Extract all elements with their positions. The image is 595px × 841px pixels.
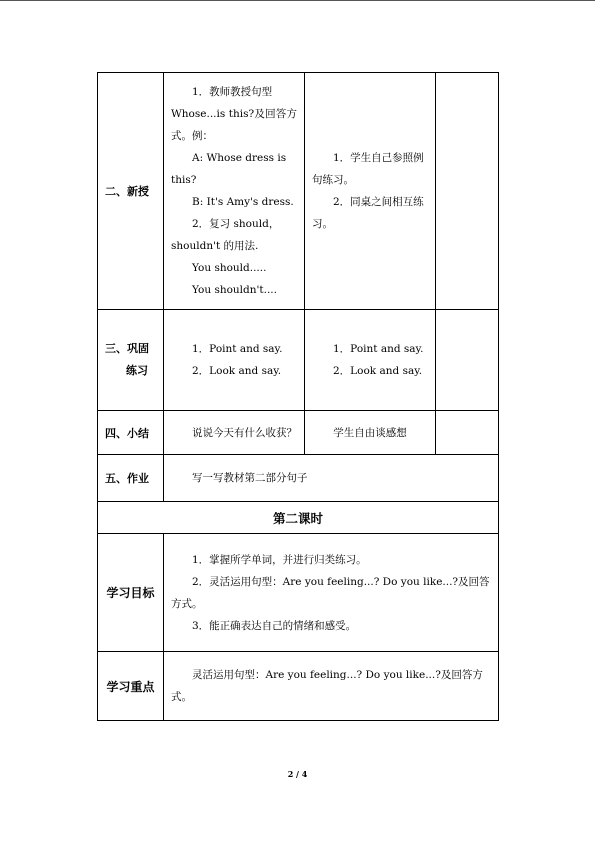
student-activity (305, 310, 436, 411)
text-line: 2．灵活运用句型：Are you feeling...? Do you like...?及回答方式。 (171, 575, 490, 610)
row-learning-goals (98, 534, 499, 652)
text-line: 2．Look and say. (333, 365, 423, 377)
section-label-line: 三、巩固 (105, 342, 149, 355)
teacher-activity (164, 73, 305, 310)
section-label: 学习目标 (98, 534, 164, 652)
row-homework (98, 455, 499, 502)
homework-content (164, 455, 499, 502)
lesson-plan-table (97, 72, 499, 721)
row-new-teaching (98, 73, 499, 310)
teacher-activity (164, 411, 305, 455)
student-activity (305, 73, 436, 310)
text-line: 1．Point and say. (192, 343, 283, 355)
lesson-header: 第二课时 (98, 502, 499, 534)
key-points-content (164, 652, 499, 721)
text-line: 1．掌握所学单词，并进行归类练习。 (192, 553, 367, 566)
empty-cell (436, 310, 499, 411)
text-line: 2．同桌之间相互练习。 (312, 196, 424, 230)
text-line: You should..... (192, 262, 267, 274)
section-label (98, 310, 164, 411)
text-line: 说说今天有什么收获？ (192, 426, 297, 439)
text-line: Whose...is this?及回答方式。例： (171, 108, 297, 142)
section-label: 二、新授 (98, 73, 164, 310)
section-label: 学习重点 (98, 652, 164, 721)
page-top-rule (0, 0, 595, 1)
text-line: 灵活运用句型：Are you feeling...? Do you like...?及回答方式。 (171, 669, 483, 703)
text-line: 1．学生自己参照例句练习。 (312, 152, 424, 186)
section-label: 五、作业 (98, 455, 164, 502)
text-line: 1．教师教授句型 (192, 86, 273, 98)
text-line: 写一写教材第二部分句子 (192, 472, 308, 484)
text-line: 学生自由谈感想 (333, 426, 407, 439)
empty-cell (436, 411, 499, 455)
row-summary (98, 411, 499, 455)
section-label-line: 练习 (126, 364, 148, 377)
text-line: A: Whose dress is this? (171, 152, 287, 186)
student-activity (305, 411, 436, 455)
page-number: 2 / 4 (287, 769, 308, 779)
goals-content (164, 534, 499, 652)
text-line: 3．能正确表达自己的情绪和感受。 (192, 619, 357, 632)
row-key-points (98, 652, 499, 721)
text-line: You shouldn't.... (192, 284, 277, 296)
empty-cell (436, 73, 499, 310)
section-label: 四、小结 (98, 411, 164, 455)
text-line: 1．Point and say. (333, 343, 424, 355)
text-line: 2．复习 should，shouldn't 的用法. (171, 218, 280, 252)
text-line: B: It's Amy's dress. (192, 196, 294, 208)
teacher-activity (164, 310, 305, 411)
row-practice (98, 310, 499, 411)
row-lesson2-header (98, 502, 499, 534)
text-line: 2．Look and say. (192, 365, 282, 377)
